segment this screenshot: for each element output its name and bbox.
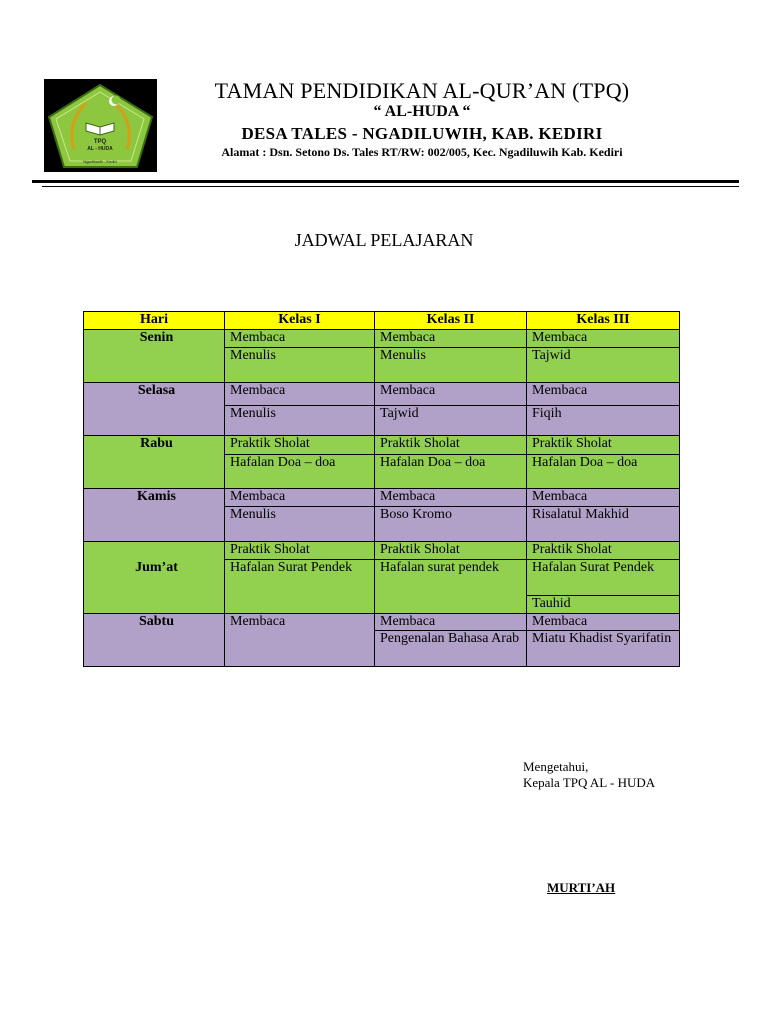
table-cell: Boso Kromo <box>375 507 527 542</box>
header-rule-thick <box>32 180 739 183</box>
table-cell: Membaca <box>527 489 680 507</box>
table-header-row <box>84 312 680 330</box>
header-kelas-1: Kelas I <box>225 312 375 330</box>
table-cell: Tauhid <box>527 596 680 614</box>
table-cell: Hafalan Doa – doa <box>527 455 680 489</box>
table-cell: Praktik Sholat <box>527 436 680 455</box>
tpq-logo <box>44 79 157 172</box>
table-cell: Membaca <box>527 614 680 631</box>
table-cell: Hafalan Surat Pendek <box>527 560 680 596</box>
svg-text:TPQ: TPQ <box>93 139 107 145</box>
logo-emblem-icon <box>44 79 157 172</box>
table-cell: Membaca <box>375 330 527 348</box>
table-row <box>84 614 680 631</box>
school-address: Alamat : Dsn. Setono Ds. Tales RT/RW: 002/005, Kec. Ngadiluwih Kab. Kediri <box>221 145 623 159</box>
table-row <box>84 489 680 507</box>
table-cell: Menulis <box>375 348 527 383</box>
table-cell: Pengenalan Bahasa Arab <box>375 631 527 667</box>
table-cell: Membaca <box>527 330 680 348</box>
table-cell: Membaca <box>225 489 375 507</box>
table-cell: Membaca <box>225 614 375 667</box>
table-row <box>84 436 680 455</box>
table-cell: Menulis <box>225 406 375 436</box>
table-cell: Menulis <box>225 507 375 542</box>
table-cell: Praktik Sholat <box>527 542 680 560</box>
schedule-table <box>83 311 680 667</box>
header-hari: Hari <box>84 312 225 330</box>
table-cell: Membaca <box>375 489 527 507</box>
table-cell: Miatu Khadist Syarifatin <box>527 631 680 667</box>
table-row <box>84 542 680 560</box>
table-cell: Menulis <box>225 348 375 383</box>
table-cell: Praktik Sholat <box>375 436 527 455</box>
table-cell: Hafalan Doa – doa <box>225 455 375 489</box>
signature-acknowledged: Mengetahui, <box>523 759 589 774</box>
table-cell: Hafalan Surat Pendek <box>225 560 375 614</box>
signature-name: MURTI’AH <box>547 880 616 895</box>
table-row <box>84 383 680 406</box>
table-cell: Praktik Sholat <box>375 542 527 560</box>
day-senin: Senin <box>84 330 225 383</box>
day-sabtu: Sabtu <box>84 614 225 667</box>
table-row <box>84 330 680 348</box>
day-selasa: Selasa <box>84 383 225 436</box>
day-kamis: Kamis <box>84 489 225 542</box>
table-cell: Membaca <box>375 383 527 406</box>
table-cell: Risalatul Makhid <box>527 507 680 542</box>
table-cell: Hafalan Doa – doa <box>375 455 527 489</box>
svg-text:Ngadiluwih - Kediri: Ngadiluwih - Kediri <box>83 159 117 164</box>
table-cell: Praktik Sholat <box>225 436 375 455</box>
table-cell: Membaca <box>225 383 375 406</box>
table-cell: Membaca <box>225 330 375 348</box>
day-rabu: Rabu <box>84 436 225 489</box>
school-location: DESA TALES - NGADILUWIH, KAB. KEDIRI <box>241 124 603 143</box>
table-cell: Praktik Sholat <box>225 542 375 560</box>
table-cell: Fiqih <box>527 406 680 436</box>
header-kelas-2: Kelas II <box>375 312 527 330</box>
table-cell: Hafalan surat pendek <box>375 560 527 614</box>
table-cell: Membaca <box>527 383 680 406</box>
header-rule-thin <box>42 186 739 187</box>
document-title: JADWAL PELAJARAN <box>294 230 474 250</box>
school-subtitle: “ AL-HUDA “ <box>373 103 471 120</box>
header-kelas-3: Kelas III <box>527 312 680 330</box>
table-cell: Tajwid <box>527 348 680 383</box>
table-cell: Tajwid <box>375 406 527 436</box>
school-name: TAMAN PENDIDIKAN AL-QUR’AN (TPQ) <box>214 78 630 103</box>
signature-position: Kepala TPQ AL - HUDA <box>523 775 656 790</box>
table-cell: Membaca <box>375 614 527 631</box>
day-jumat: Jum’at <box>84 542 225 614</box>
svg-text:AL - HUDA: AL - HUDA <box>87 146 113 152</box>
